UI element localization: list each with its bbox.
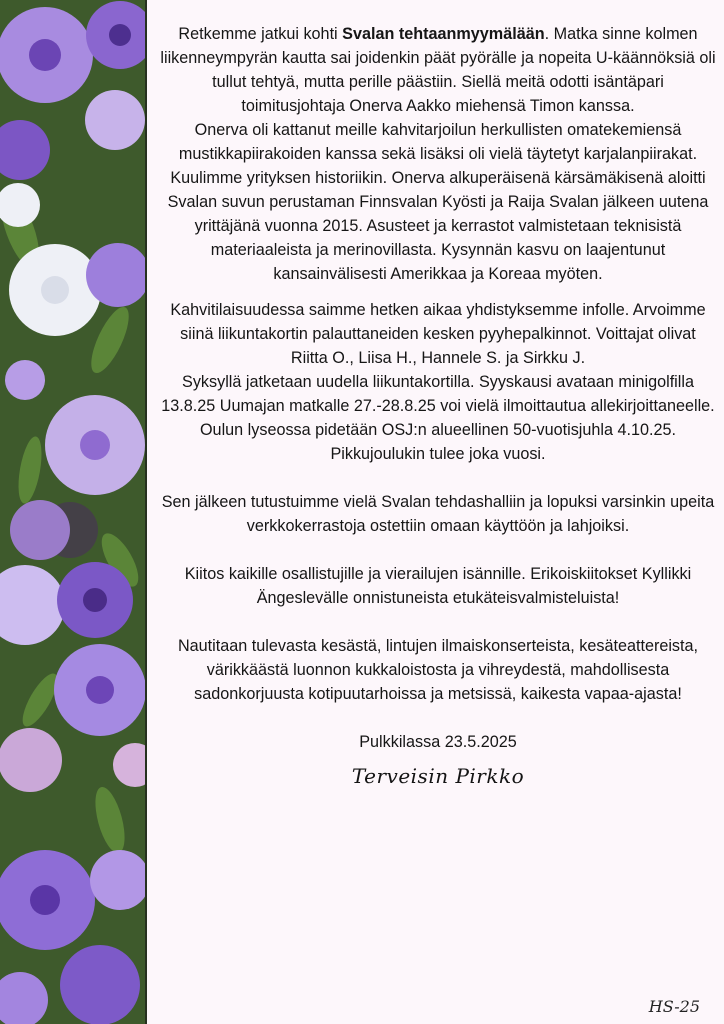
vertical-divider <box>145 0 147 1024</box>
paragraph-coffee: Onerva oli kattanut meille kahvitarjoilun herkullisten omatekemiensä mustikkapiirakoiden kanssa sekä lisäksi oli vielä täytetyt karjalanpiirakat. <box>178 121 698 163</box>
paragraph-factory-hall: Sen jälkeen tutustuimme vielä Svalan tehdashalliin ja lopuksi varsinkin upeita verkkokerrastoja ostettiin omaan käyttöön ja lahjoiksi. <box>161 493 715 535</box>
place-date: Pulkkilassa 23.5.2025 <box>359 733 517 751</box>
paragraph-history: Kuulimme yrityksen historiikin. Onerva alkuperäisenä kärsämäkisenä aloitti Svalan suvun perustaman Finnsvalan Kyösti ja Raija Svalan jälkeen uutena yrittäjänä vuonna 2015. Asusteet ja kerrastot valmistetaan teknisistä materiaaleista ja merinovillasta. Kysynnän kasvu on laajentunut kansainvälisesti Amerikkaa ja Koreaa myöten. <box>167 169 709 283</box>
paragraph-intro: Retkemme jatkui kohti Svalan tehtaanmyymälään. Matka sinne kolmen liikenneympyrän kautta sai joidenkin päät pyörälle ja nopeita U-käännöksiä oli tullut tehtyä, mutta perille päästiin. Siellä meitä odotti isäntäpari toimitusjohtaja Onerva Aakko miehensä Timon kanssa. <box>160 25 716 115</box>
flower-photo-strip <box>0 0 146 1024</box>
signature: Terveisin Pirkko <box>351 764 525 788</box>
paragraph-winners: Riitta O., Liisa H., Hannele S. ja Sirkku J. <box>290 349 586 367</box>
paragraph-autumn: Syksyllä jatketaan uudella liikuntakortilla. Syyskausi avataan minigolfilla 13.8.25 Uumajan matkalle 27.-28.8.25 voi vielä ilmoittautua allekirjoittaneelle. <box>161 373 715 415</box>
petunia-flowers-image <box>0 0 146 1024</box>
paragraph-info: Kahvitilaisuudessa saimme hetken aikaa yhdistyksemme infolle. Arvoimme siinä liikuntakortin palauttaneiden kesken pyyhepalkinnot. Voittajat olivat <box>170 301 706 343</box>
paragraph-thanks: Kiitos kaikille osallistujille ja vierailujen isännille. Erikoiskiitokset Kyllikki Ängeslevälle onnistuneista etukäteisvalmisteluista! <box>184 565 692 607</box>
paragraph-anniversary: Oulun lyseossa pidetään OSJ:n alueellinen 50-vuotisjuhla 4.10.25. Pikkujoulukin tulee joka vuosi. <box>199 421 677 463</box>
factory-store-name: Svalan tehtaanmyymälään <box>342 25 545 43</box>
initials-mark: HS-25 <box>648 997 700 1016</box>
letter-body <box>160 22 716 788</box>
paragraph-summer: Nautitaan tulevasta kesästä, lintujen ilmaiskonserteista, kesäteattereista, värikkäästä luonnon kukkaloistosta ja vihreydestä, mahdollisesta sadonkorjuusta kotipuutarhoissa ja metsissä, kaikesta vapaa-ajasta! <box>177 637 699 703</box>
